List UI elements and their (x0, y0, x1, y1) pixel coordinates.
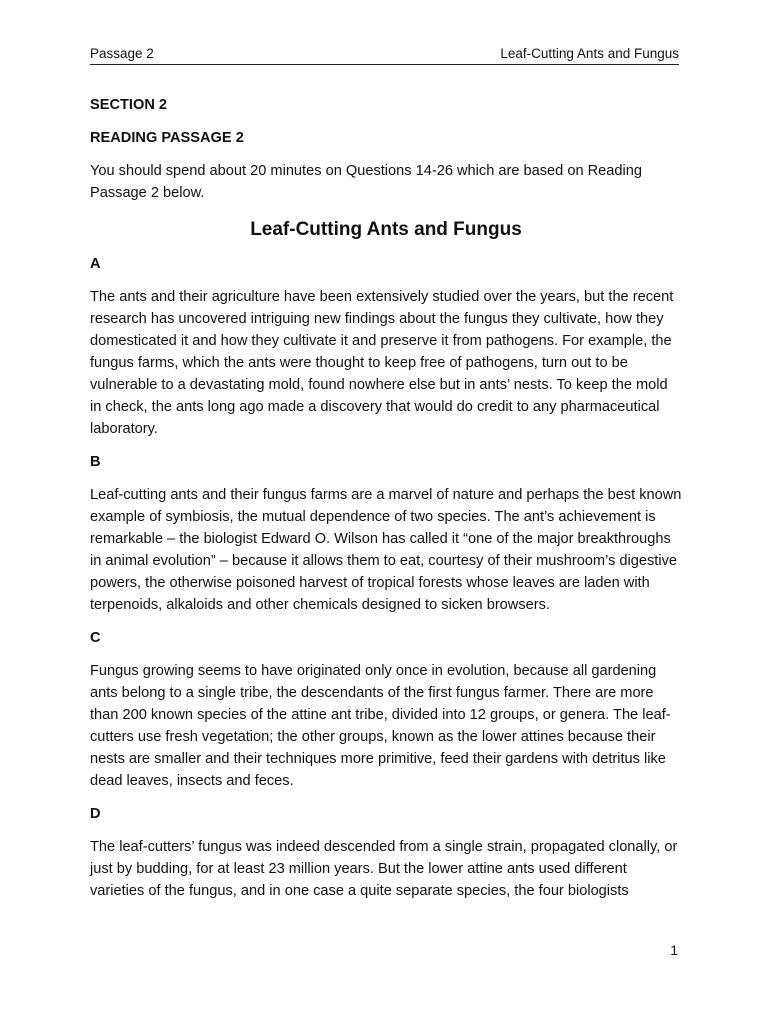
paragraph-c: Fungus growing seems to have originated only once in evolution, because all gardening ants belong to a single tribe, the descendants of the first fungus farmer. There are more than 200 known species of the attine ant tribe, divided into 12 groups, or genera. The leaf-cutters use fresh vegetation; the other groups, known as the lower attines because their nests are smaller and their techniques more primitive, feed their gardens with detritus like dead leaves, insects and feces. (90, 663, 671, 789)
paragraph-a: The ants and their agriculture have been extensively studied over the years, but the recent research has uncovered intriguing new findings about the fungus they cultivate, how they domesticated it and how they cultivate it and preserve it from pathogens. For example, the fungus farms, which the ants were thought to keep free of pathogens, turn out to be vulnerable to a devastating mold, found nowhere else but in ants’ nests. To keep the mold in check, the ants long ago made a discovery that would do credit to any pharmaceutical laboratory. (90, 289, 674, 437)
paragraph-b: Leaf-cutting ants and their fungus farms are a marvel of nature and perhaps the best known example of symbiosis, the mutual dependence of two species. The ant’s achievement is remarkable – the biologist Edward O. Wilson has called it “one of the major breakthroughs in animal evolution” – because it allows them to eat, courtesy of their mushroom’s digestive powers, the otherwise poisoned harvest of tropical forests whose leaves are laden with terpenoids, alkaloids and other chemicals designed to sicken browsers. (90, 487, 682, 613)
subsection-heading: READING PASSAGE 2 (90, 130, 244, 146)
paragraph-letter-a: A (90, 256, 101, 272)
page-number: 1 (670, 942, 678, 958)
paragraph-letter-c: C (90, 630, 101, 646)
instructions: You should spend about 20 minutes on Questions 14-26 which are based on Reading Passage 2 below. (90, 163, 642, 201)
passage-title: Leaf-Cutting Ants and Fungus (250, 219, 522, 240)
paragraph-letter-d: D (90, 806, 101, 822)
section-heading: SECTION 2 (90, 97, 168, 113)
paragraph-d: The leaf-cutters’ fungus was indeed descended from a single strain, propagated clonally, or just by budding, for at least 23 million years. But the lower attine ants used different varieties of the fungus, and in one case a quite separate species, the four biologists (90, 839, 678, 899)
header-left: Passage 2 (90, 46, 154, 61)
header-right: Leaf-Cutting Ants and Fungus (500, 46, 679, 61)
running-header (90, 46, 679, 65)
page-content (90, 94, 682, 913)
paragraph-letter-b: B (90, 454, 101, 470)
